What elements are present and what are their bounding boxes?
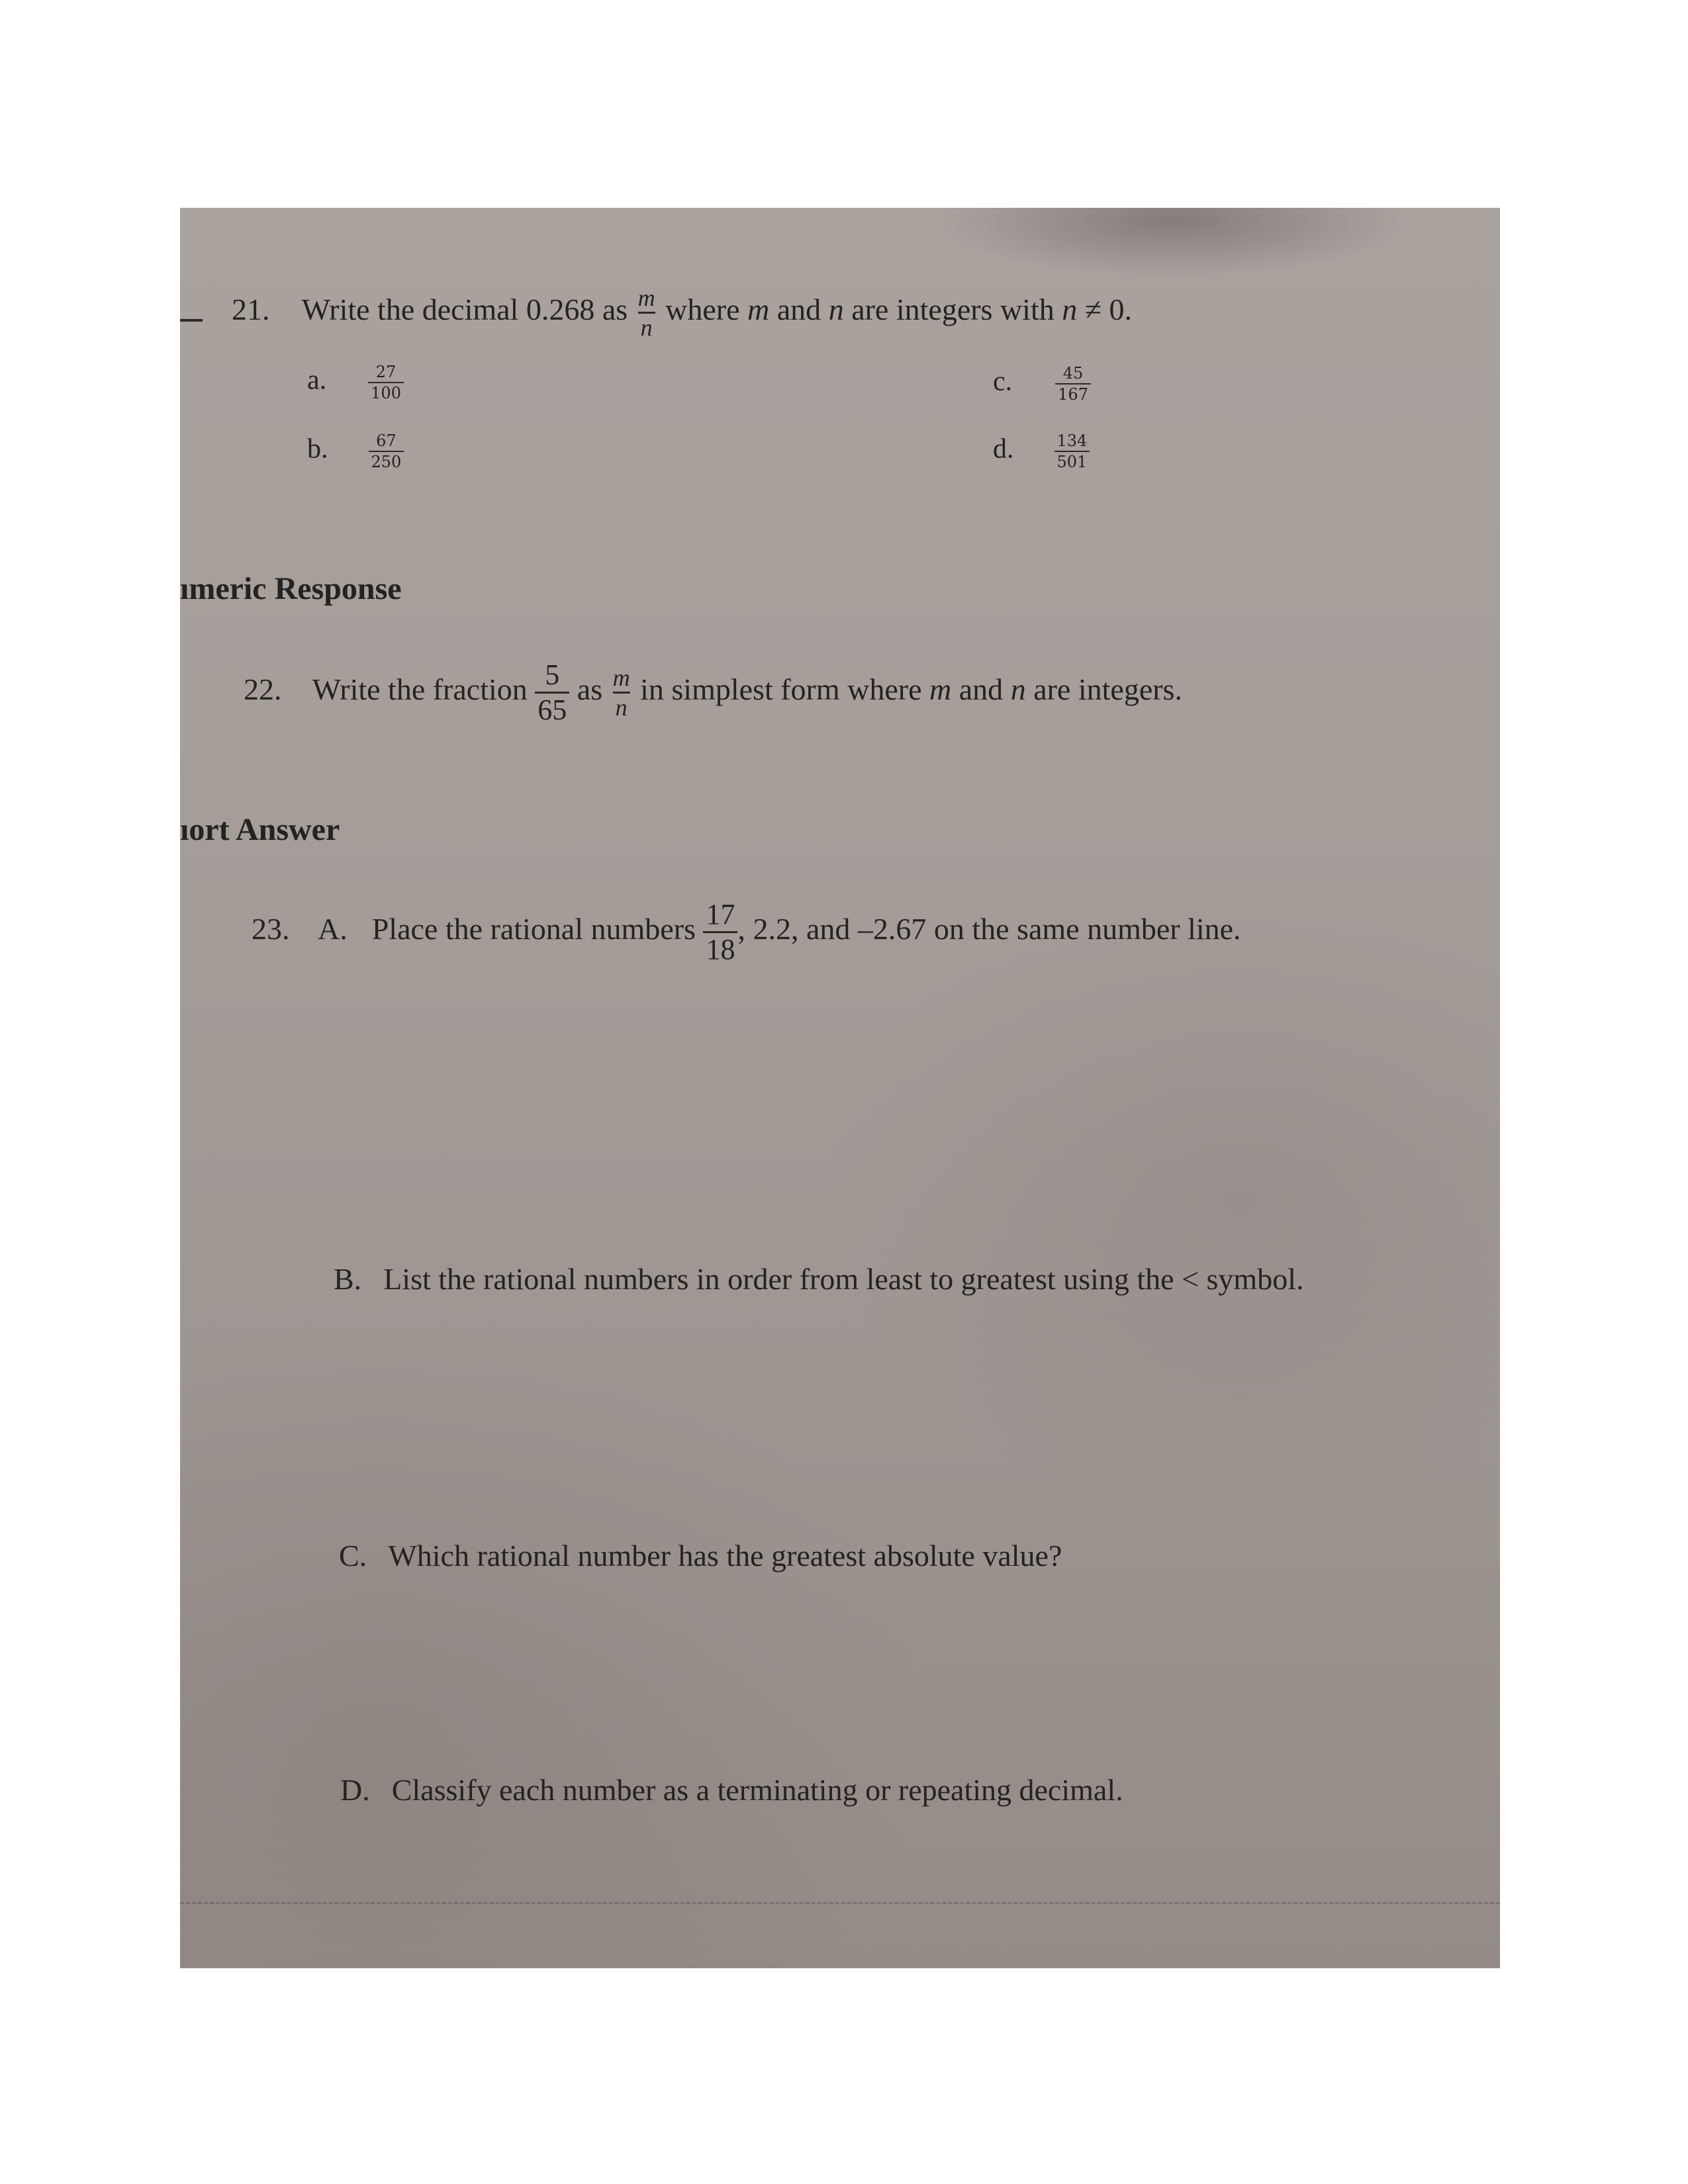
- fraction-m-over-n: $\frac{m}{n}$: [612, 664, 630, 721]
- option-fraction: $\frac{27}{100}$: [368, 364, 404, 401]
- page-bottom-rule: [180, 1902, 1500, 1904]
- question-number: 23.: [252, 912, 290, 946]
- question-text: Which rational number has the greatest absolute value?: [388, 1539, 1062, 1572]
- question-text: Classify each number as a terminating or repeating decimal.: [391, 1773, 1123, 1807]
- question-text: Write the decimal 0.268 as: [301, 293, 628, 327]
- option-fraction: $\frac{45}{167}$: [1055, 365, 1091, 402]
- option-label: a.: [307, 365, 327, 396]
- option-label: c.: [993, 366, 1013, 397]
- part-label: B.: [334, 1262, 362, 1296]
- question-23-part-b: [334, 1261, 1304, 1297]
- option-c[interactable]: [993, 365, 1091, 402]
- worksheet-photo: [180, 208, 1500, 1968]
- option-fraction: $\frac{134}{501}$: [1055, 433, 1090, 470]
- option-b[interactable]: [307, 433, 404, 470]
- option-label: d.: [993, 433, 1014, 465]
- question-22: 22. Write the fraction $\frac{5}{65}$ as $\frac{m}{n}$ in simplest form where m and n are integers.: [244, 659, 1182, 726]
- question-23-part-a: 23. A. Place the rational numbers $\frac{17}{18}$ , 2.2, and –2.67 on the same number line.: [252, 898, 1241, 966]
- section-heading-numeric-response: ımeric Response: [180, 571, 402, 606]
- question-text: Write the fraction: [312, 672, 528, 707]
- question-text: List the rational numbers in order from least to greatest using the < symbol.: [383, 1262, 1304, 1296]
- option-a[interactable]: [307, 364, 404, 401]
- fraction-m-over-n: $\frac{m}{n}$: [637, 285, 655, 341]
- part-label: D.: [340, 1773, 370, 1807]
- question-number: 22.: [244, 672, 282, 707]
- answer-blank-21: [180, 319, 203, 322]
- option-d[interactable]: [993, 433, 1090, 470]
- fraction-17-over-18: $\frac{17}{18}$: [703, 900, 737, 964]
- question-text: Place the rational numbers: [371, 912, 696, 946]
- part-label: C.: [339, 1539, 367, 1572]
- question-number: 21.: [232, 293, 270, 327]
- option-label: b.: [307, 433, 328, 465]
- fraction-5-over-65: $\frac{5}{65}$: [535, 660, 569, 725]
- section-heading-short-answer: ıort Answer: [180, 812, 340, 847]
- question-23-part-c: [339, 1538, 1062, 1573]
- part-label: A.: [317, 912, 348, 946]
- question-21: 21. Write the decimal 0.268 as $\frac{m}{n}$ where m and n are integers with n ≠ 0.: [232, 285, 1132, 341]
- question-23-part-d: [340, 1772, 1123, 1807]
- option-fraction: $\frac{67}{250}$: [369, 433, 404, 470]
